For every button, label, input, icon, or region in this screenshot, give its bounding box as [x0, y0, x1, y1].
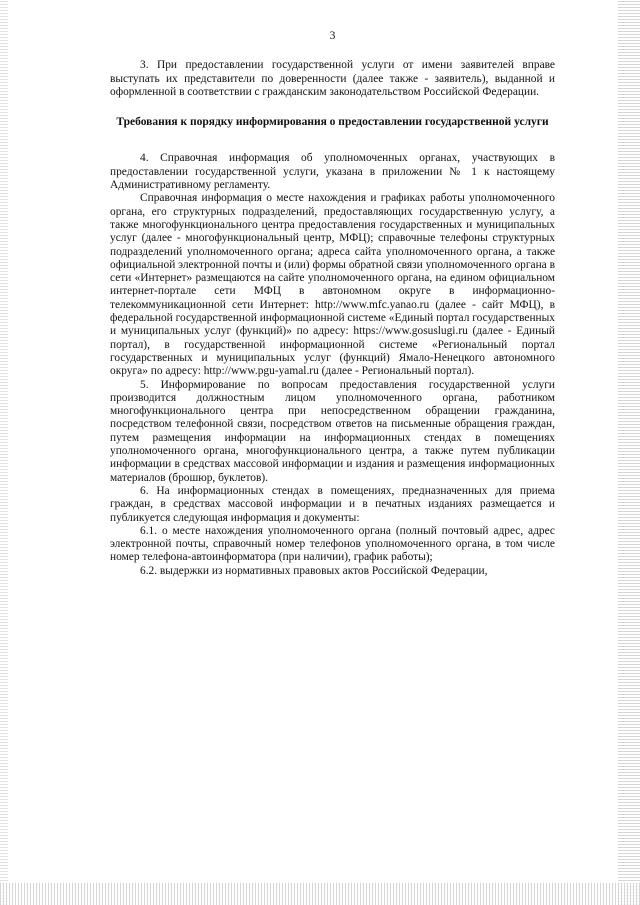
paragraph-4: 4. Справочная информация об уполномоченных органах, участвующих в предоставлении государственной услуги, указана в приложении № 1 к настоящему Административному регламенту. [110, 152, 555, 192]
paragraph-reference-info: Справочная информация о месте нахождения и графиках работы уполномоченного органа, его структурных подразделений, предоставляющих государственную услугу, а также многофункционального центра предоставления государственных и муниципальных услуг (далее - многофункциональный центр, МФЦ); справочные телефоны структурных подразделений уполномоченного органа; адреса сайта уполномоченного органа, а также официальной электронной почты и (или) формы обратной связи уполномоченного органа в сети «Интернет» размещаются на сайте уполномоченного органа, на едином официальном интернет-портале сети МФЦ в автономном округе в информационно-телекоммуникационной сети Интернет: http://www.mfc.yanao.ru (далее - сайт МФЦ), в федеральной государственной информационной системе «Единый портал государственных и муниципальных услуг (функций)» по адресу: https://www.gosuslugi.ru (далее - Единый портал), в государственной информационной системе «Региональный портал государственных и муниципальных услуг (функций) Ямало-Ненецкого автономного округа» по адресу: http://www.pgu-yamal.ru (далее - Региональный портал). [110, 192, 555, 378]
paragraph-5: 5. Информирование по вопросам предоставления государственной услуги производится должностным лицом уполномоченного органа, работником многофункционального центра при непосредственном обращении гражданина, посредством телефонной связи, посредством ответов на письменные обращения граждан, путем размещения информации на информационных стендах в помещениях уполномоченного органа, многофункционального центра, а также путем публикации информации в средствах массовой информации и издания и размещения информационных материалов (брошюр, буклетов). [110, 378, 555, 484]
scan-border-left [0, 0, 8, 905]
scan-border-bottom [0, 883, 640, 905]
section-heading: Требования к порядку информирования о предоставлении государственной услуги [116, 116, 549, 129]
paragraph-6-1: 6.1. о месте нахождения уполномоченного органа (полный почтовый адрес, адрес электронной почты, справочный номер телефонов уполномоченного органа, в том числе номер телефона-автоинформатора (при наличии), график работы); [110, 524, 555, 564]
scan-border-right [618, 0, 640, 905]
paragraph-6: 6. На информационных стендах в помещениях, предназначенных для приема граждан, в средствах массовой информации и в печатных изданиях размещается и публикуется следующая информация и документы: [110, 484, 555, 524]
document-page [110, 30, 555, 578]
paragraph-6-2: 6.2. выдержки из нормативных правовых актов Российской Федерации, [140, 564, 488, 577]
page-number: 3 [329, 30, 336, 42]
paragraph-3: 3. При предоставлении государственной услуги от имени заявителей вправе выступать их представители по доверенности (далее также - заявитель), выданной и оформленной в соответствии с гражданским законодательством Российской Федерации. [110, 59, 555, 98]
